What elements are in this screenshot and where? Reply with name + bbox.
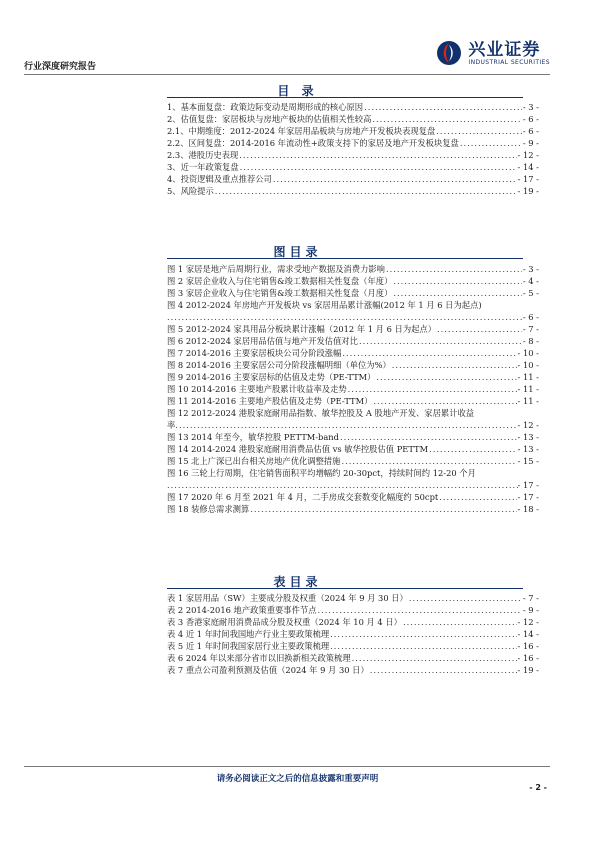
entry-text: 2.3、港股历史表现: [167, 150, 239, 160]
entry-text: 图 14 2014-2024 港股家庭耐用消费品估值 vs 敏华控股估值 PETTM: [167, 444, 429, 454]
entry-page: - 6 -: [522, 114, 539, 124]
leader-dots: [330, 640, 516, 652]
entry-page: - 12 -: [517, 150, 539, 160]
entry-page: - 15 -: [517, 456, 539, 466]
toc-entry[interactable]: [167, 628, 539, 640]
entry-text: 表 4 近 1 年时间我国地产行业主要政策梳理: [167, 629, 330, 639]
entry-text: 图 10 2014-2016 主要地产股累计收益率及走势: [167, 384, 347, 394]
toc-entry[interactable]: [167, 491, 539, 503]
toc-entry-continuation[interactable]: [167, 311, 539, 323]
leader-dots: [373, 395, 516, 407]
entry-page: - 6 -: [522, 126, 539, 136]
entry-page: - 11 -: [517, 372, 539, 382]
leader-dots: [250, 503, 516, 515]
leader-dots: [393, 287, 521, 299]
entry-text: 2、估值复盘：家居板块与房地产板块的估值相关性较高: [167, 114, 372, 124]
toc-entry[interactable]: [167, 101, 539, 113]
entry-page: - 17 -: [517, 480, 539, 490]
entry-text: 3、近一年政策复盘: [167, 162, 239, 172]
leader-dots: [167, 479, 518, 491]
entry-page: - 3 -: [522, 264, 539, 274]
toc-entry[interactable]: [167, 263, 539, 275]
entry-page: - 12 -: [517, 617, 539, 627]
toc-entry[interactable]: [167, 443, 539, 455]
toc-title-underline: [167, 97, 523, 98]
leader-dots: [340, 431, 517, 443]
entry-page: - 6 -: [522, 312, 539, 322]
leader-dots: [341, 455, 516, 467]
toc-entry[interactable]: [167, 616, 539, 628]
toc-entry[interactable]: [167, 161, 539, 173]
toc-entry[interactable]: [167, 652, 539, 664]
entry-text: 表 1 家居用品（SW）主要成分股及权重（2024 年 9 月 30 日）: [167, 593, 408, 603]
entry-page: - 4 -: [522, 276, 539, 286]
toc-entry-continuation[interactable]: [167, 419, 539, 431]
entry-text-continuation: 率: [167, 420, 176, 430]
logo-chinese-name: 兴业证券: [468, 39, 541, 60]
toc-entry[interactable]: [167, 287, 539, 299]
leader-dots: [364, 101, 522, 113]
report-type-label: 行业深度研究报告: [24, 62, 97, 72]
entry-text: 图 3 家居企业收入与住宅销售&竣工数据相关性复盘（月度）: [167, 288, 393, 298]
leader-dots: [429, 443, 516, 455]
entry-page: - 13 -: [517, 444, 539, 454]
leader-dots: [215, 185, 517, 197]
entry-text: 图 1 家居是地产后周期行业，需求受地产数据及消费力影响: [167, 264, 385, 274]
entry-page: - 7 -: [522, 324, 539, 334]
leader-dots: [273, 173, 517, 185]
entry-text: 表 7 重点公司盈利预测及估值（2024 年 9 月 30 日）: [167, 665, 369, 675]
entry-page: - 17 -: [517, 492, 539, 502]
entry-text: 图 4 2012-2024 年房地产开发板块 vs 家居用品累计涨幅(2012 年 1 月 6 日为起点): [167, 300, 482, 310]
toc-entry[interactable]: [167, 640, 539, 652]
entry-page: - 5 -: [522, 288, 539, 298]
entry-page: - 19 -: [517, 186, 539, 196]
toc-entry[interactable]: [167, 173, 539, 185]
toc-entry[interactable]: [167, 347, 539, 359]
entry-text: 图 16 三轮上行周期，住宅销售面积平均增幅约 20-30pct，持续时间约 12-20 个月: [167, 468, 476, 478]
disclaimer-notice: 请务必阅读正文之后的信息披露和重要声明: [216, 774, 379, 784]
leader-dots: [403, 616, 517, 628]
toc-entry[interactable]: [167, 604, 539, 616]
toc-entry[interactable]: [167, 299, 539, 311]
figures-title-underline: [167, 258, 523, 259]
toc-entry[interactable]: [167, 275, 539, 287]
entry-page: - 19 -: [517, 665, 539, 675]
toc-entry[interactable]: [167, 664, 539, 676]
entry-page: - 9 -: [522, 138, 539, 148]
entry-page: - 3 -: [522, 102, 539, 112]
leader-dots: [348, 383, 517, 395]
entry-text: 图 9 2014-2016 主要家居标的估值及走势（PE-TTM）: [167, 372, 376, 382]
header-rule: [24, 74, 550, 75]
leader-dots: [439, 491, 516, 503]
entry-text: 表 6 2024 年以来部分省市以旧换新相关政策梳理: [167, 653, 351, 663]
toc-entry[interactable]: [167, 323, 539, 335]
entry-text: 图 6 2012-2024 家居用品估值与地产开发估值对比: [167, 336, 358, 346]
toc-entry[interactable]: [167, 503, 539, 515]
entry-page: - 17 -: [517, 174, 539, 184]
entry-text: 5、风险提示: [167, 186, 214, 196]
entry-text: 表 3 香港家庭耐用消费品成分股及权重（2024 年 10 月 4 日）: [167, 617, 402, 627]
entry-text: 4、投资逻辑及重点推荐公司: [167, 174, 272, 184]
toc-entry[interactable]: [167, 125, 539, 137]
entry-text: 图 18 装修总需求测算: [167, 504, 250, 514]
tables-title: 表目录: [273, 575, 322, 589]
entry-text: 1、基本面复盘：政策边际变动是周期形成的核心原因: [167, 102, 364, 112]
leader-dots: [175, 419, 517, 431]
entry-text: 图 8 2014-2016 主要家居公司分阶段涨幅明细（单位为%）: [167, 360, 391, 370]
entry-page: - 16 -: [517, 653, 539, 663]
toc-entry[interactable]: [167, 185, 539, 197]
leader-dots: [436, 125, 522, 137]
leader-dots: [330, 628, 516, 640]
leader-dots: [240, 161, 517, 173]
leader-dots: [359, 335, 522, 347]
entry-page: - 8 -: [522, 336, 539, 346]
toc-entry[interactable]: [167, 371, 539, 383]
leader-dots: [318, 604, 522, 616]
toc-entry[interactable]: [167, 335, 539, 347]
entry-text: 2.1、中期维度：2012-2024 年家居用品板块与房地产开发板块表现复盘: [167, 126, 436, 136]
figures-title: 图目录: [273, 245, 322, 259]
page-number: - 2 -: [529, 783, 547, 792]
figures-list: [167, 263, 539, 515]
leader-dots: [376, 371, 516, 383]
leader-dots: [167, 311, 523, 323]
tables-title-underline: [167, 588, 523, 589]
leader-dots: [239, 149, 516, 161]
entry-text: 图 2 家居企业收入与住宅销售&竣工数据相关性复盘（年度）: [167, 276, 393, 286]
leader-dots: [342, 347, 516, 359]
entry-page: - 9 -: [522, 605, 539, 615]
toc-entry[interactable]: [167, 395, 539, 407]
toc-entry[interactable]: [167, 137, 539, 149]
entry-page: - 13 -: [517, 432, 539, 442]
leader-dots: [370, 664, 517, 676]
leader-dots: [386, 263, 522, 275]
entry-page: - 10 -: [517, 348, 539, 358]
entry-page: - 16 -: [517, 641, 539, 651]
toc-entry[interactable]: [167, 592, 539, 604]
toc-entry-continuation[interactable]: [167, 479, 539, 491]
entry-text: 图 7 2014-2016 主要家居板块公司分阶段涨幅: [167, 348, 342, 358]
toc-entry[interactable]: [167, 431, 539, 443]
toc-entry[interactable]: [167, 467, 539, 479]
toc-entry[interactable]: [167, 407, 539, 419]
company-logo-icon: [436, 40, 462, 66]
entry-text: 2.2、区间复盘：2014-2016 年流动性+政策支持下的家居及地产开发板块复盘: [167, 138, 459, 148]
entry-text: 图 11 2014-2016 主要地产股估值及走势（PE-TTM）: [167, 396, 373, 406]
toc-title: 目 录: [277, 84, 318, 98]
toc-list: [167, 101, 539, 197]
brand-logo: [436, 40, 550, 66]
leader-dots: [393, 275, 521, 287]
entry-page: - 18 -: [517, 504, 539, 514]
entry-text: 图 5 2012-2024 家具用品分板块累计涨幅（2012 年 1 月 6 日为起点）: [167, 324, 437, 334]
toc-entry[interactable]: [167, 113, 539, 125]
entry-page: - 14 -: [517, 629, 539, 639]
entry-page: - 11 -: [517, 384, 539, 394]
leader-dots: [352, 652, 517, 664]
entry-page: - 7 -: [522, 593, 539, 603]
entry-text: 图 13 2014 年至今，敏华控股 PETTM-band: [167, 432, 339, 442]
leader-dots: [437, 323, 522, 335]
toc-entry[interactable]: [167, 455, 539, 467]
entry-text: 表 2 2014-2016 地产政策重要事件节点: [167, 605, 317, 615]
tables-list: [167, 592, 539, 676]
toc-entry[interactable]: [167, 383, 539, 395]
toc-entry[interactable]: [167, 359, 539, 371]
logo-english-name: INDUSTRIAL SECURITIES: [468, 58, 550, 66]
entry-page: - 14 -: [517, 162, 539, 172]
toc-entry[interactable]: [167, 149, 539, 161]
entry-page: - 12 -: [517, 420, 539, 430]
entry-text: 图 17 2020 年 6 月至 2021 年 4 月，二手房成交套数变化幅度约 50cpt: [167, 492, 439, 502]
leader-dots: [392, 359, 517, 371]
entry-text: 表 5 近 1 年时间我国家居行业主要政策梳理: [167, 641, 330, 651]
leader-dots: [409, 592, 522, 604]
leader-dots: [372, 113, 521, 125]
footer-rule: [24, 766, 550, 767]
entry-page: - 10 -: [517, 360, 539, 370]
leader-dots: [460, 137, 522, 149]
entry-text: 图 12 2012-2024 港股家庭耐用品指数、敏华控股及 A 股地产开发、家居累计收益: [167, 408, 475, 418]
entry-page: - 11 -: [517, 396, 539, 406]
entry-text: 图 15 北上广深已出台相关房地产优化调整措施: [167, 456, 341, 466]
